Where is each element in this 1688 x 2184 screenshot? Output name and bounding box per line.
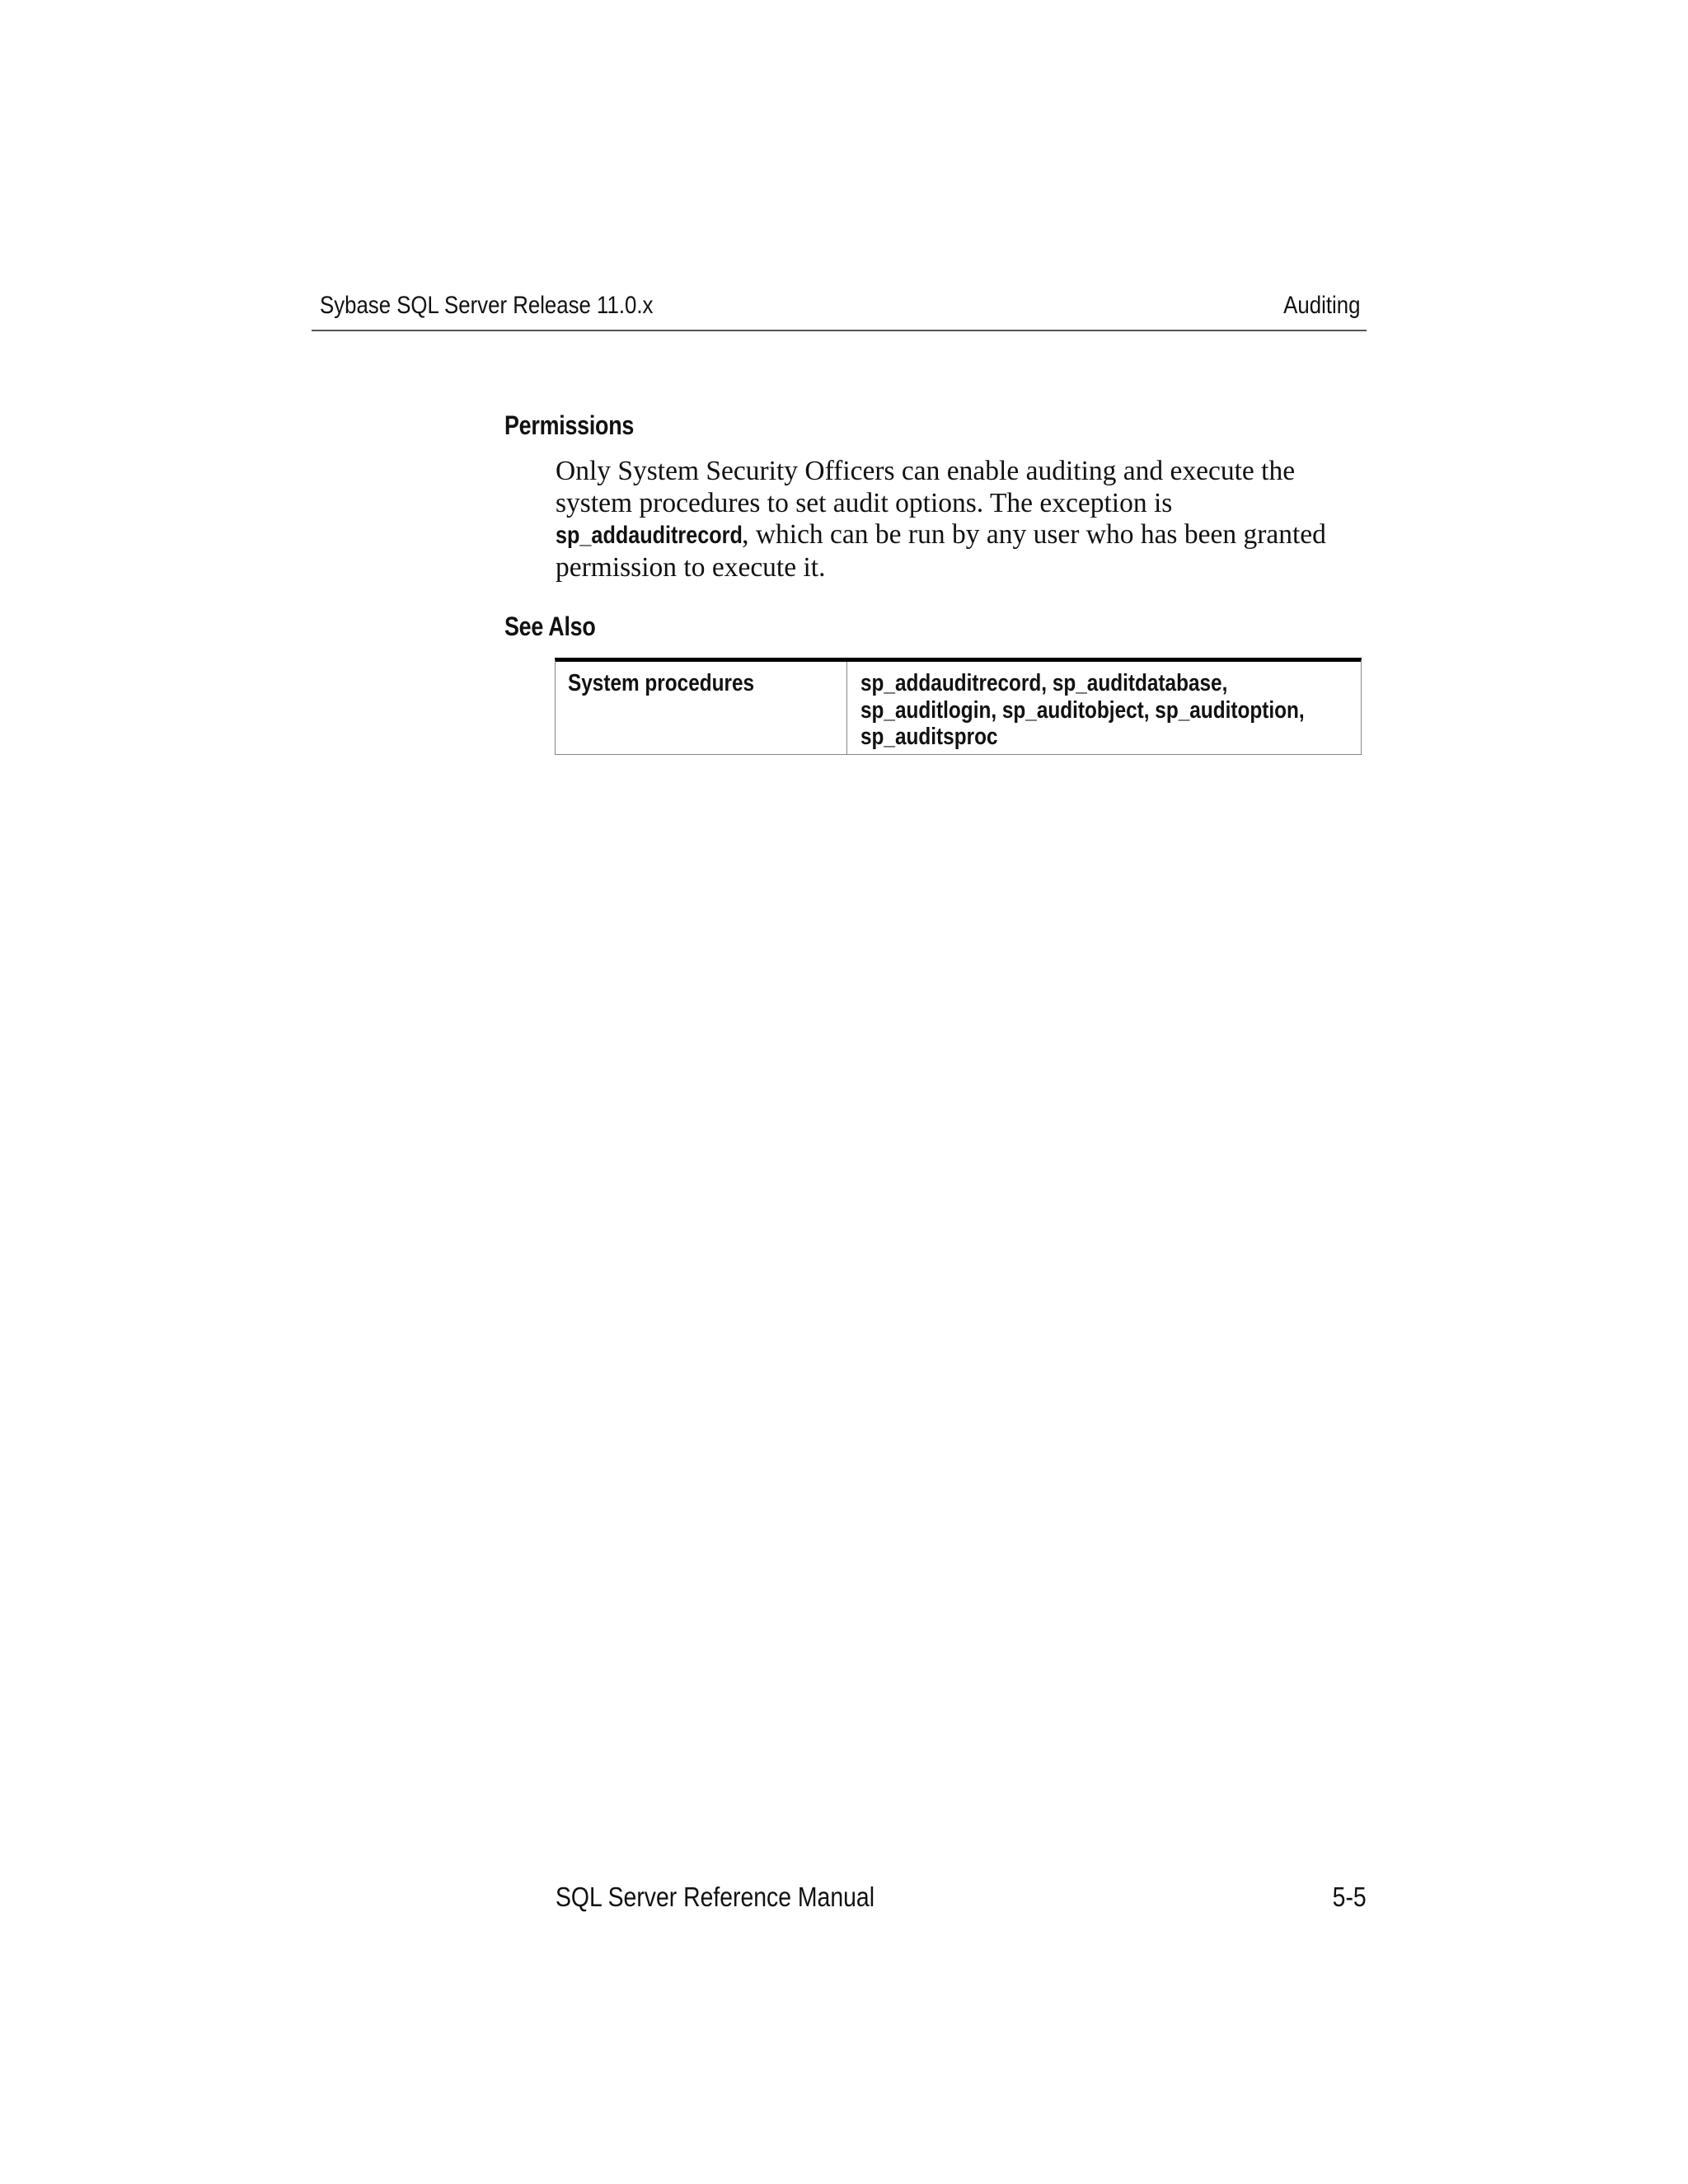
procedure-list-line: sp_addauditrecord, sp_auditdatabase, [860,670,1228,696]
page-number: 5-5 [1332,1882,1367,1912]
footer-manual-title: SQL Server Reference Manual [556,1882,874,1912]
see-also-heading: See Also [504,612,596,641]
header-chapter-title: Auditing [1282,292,1360,319]
paragraph-line: system procedures to set audit options. The exception is [556,487,1173,518]
permissions-paragraph [556,456,1367,583]
paragraph-line [556,519,1367,552]
paragraph-line: Only System Security Officers can enable auditing and execute the [556,456,1296,486]
header-product-title: Sybase SQL Server Release 11.0.x [320,292,654,319]
procedure-list-line: sp_auditlogin, sp_auditobject, sp_auditoption, [860,696,1305,724]
see-also-table [555,658,1362,755]
paragraph-text: , which can be run by any user who has been granted [742,519,1326,550]
procedure-list-line: sp_auditsproc [860,724,998,750]
paragraph-line: permission to execute it. [556,551,826,583]
table-column-divider [846,662,847,754]
procedure-name: sp_addauditrecord [556,522,743,549]
table-cell-label: System procedures [568,670,755,696]
running-header [312,288,1367,331]
permissions-heading: Permissions [504,410,635,440]
table-cell-procedures [860,670,1305,751]
